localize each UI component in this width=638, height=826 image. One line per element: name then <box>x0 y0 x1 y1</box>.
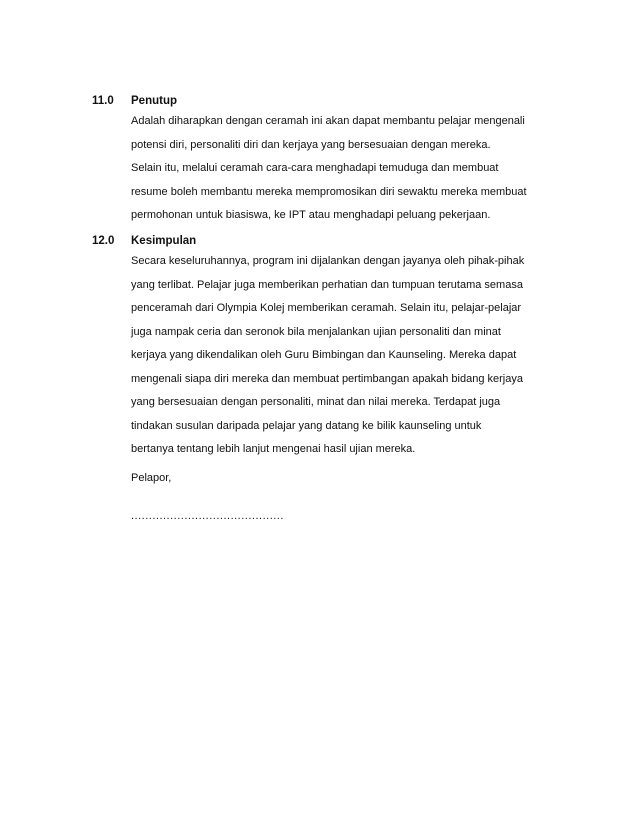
paragraph-line: Secara keseluruhannya, program ini dijalankan dengan jayanya oleh pihak-pihak <box>131 255 525 267</box>
paragraph-line: juga nampak ceria dan seronok bila menjalankan ujian personaliti dan minat <box>131 325 501 338</box>
paragraph-line: mengenali siapa diri mereka dan membuat pertimbangan apakah bidang kerjaya <box>131 372 523 385</box>
paragraph-line: bertanya tentang lebih lanjut mengenai hasil ujian mereka. <box>131 443 416 455</box>
paragraph-line: potensi diri, personaliti diri dan kerjaya yang bersesuaian dengan mereka. <box>131 138 491 151</box>
section-kesimpulan <box>92 232 562 462</box>
section-heading <box>92 232 562 250</box>
section-paragraph <box>131 250 562 462</box>
paragraph-line: Adalah diharapkan dengan ceramah ini akan dapat membantu pelajar mengenali <box>131 115 525 127</box>
section-heading <box>92 92 562 110</box>
section-title: Penutup <box>131 95 177 107</box>
section-title: Kesimpulan <box>131 235 197 247</box>
signature-line: ........................................... <box>131 510 284 522</box>
signoff-label: Pelapor, <box>131 472 172 484</box>
paragraph-line: yang terlibat. Pelajar juga memberikan perhatian dan tumpuan terutama semasa <box>131 278 523 291</box>
paragraph-line: kerjaya yang dikendalikan oleh Guru Bimbingan dan Kaunseling. Mereka dapat <box>131 349 517 361</box>
paragraph-line: permohonan untuk biasiswa, ke IPT atau menghadapi peluang pekerjaan. <box>131 209 491 221</box>
paragraph-line: penceramah dari Olympia Kolej memberikan ceramah. Selain itu, pelajar-pelajar <box>131 302 522 314</box>
section-penutup <box>92 92 562 228</box>
section-number: 11.0 <box>92 95 114 107</box>
section-paragraph <box>131 110 562 228</box>
section-number: 12.0 <box>92 235 115 247</box>
paragraph-line: Selain itu, melalui ceramah cara-cara menghadapi temuduga dan membuat <box>131 162 499 174</box>
paragraph-line: yang bersesuaian dengan personaliti, minat dan nilai mereka. Terdapat juga <box>131 396 501 408</box>
paragraph-line: resume boleh membantu mereka mempromosikan diri sewaktu mereka membuat <box>131 185 527 198</box>
paragraph-line: tindakan susulan daripada pelajar yang datang ke bilik kaunseling untuk <box>131 419 482 432</box>
